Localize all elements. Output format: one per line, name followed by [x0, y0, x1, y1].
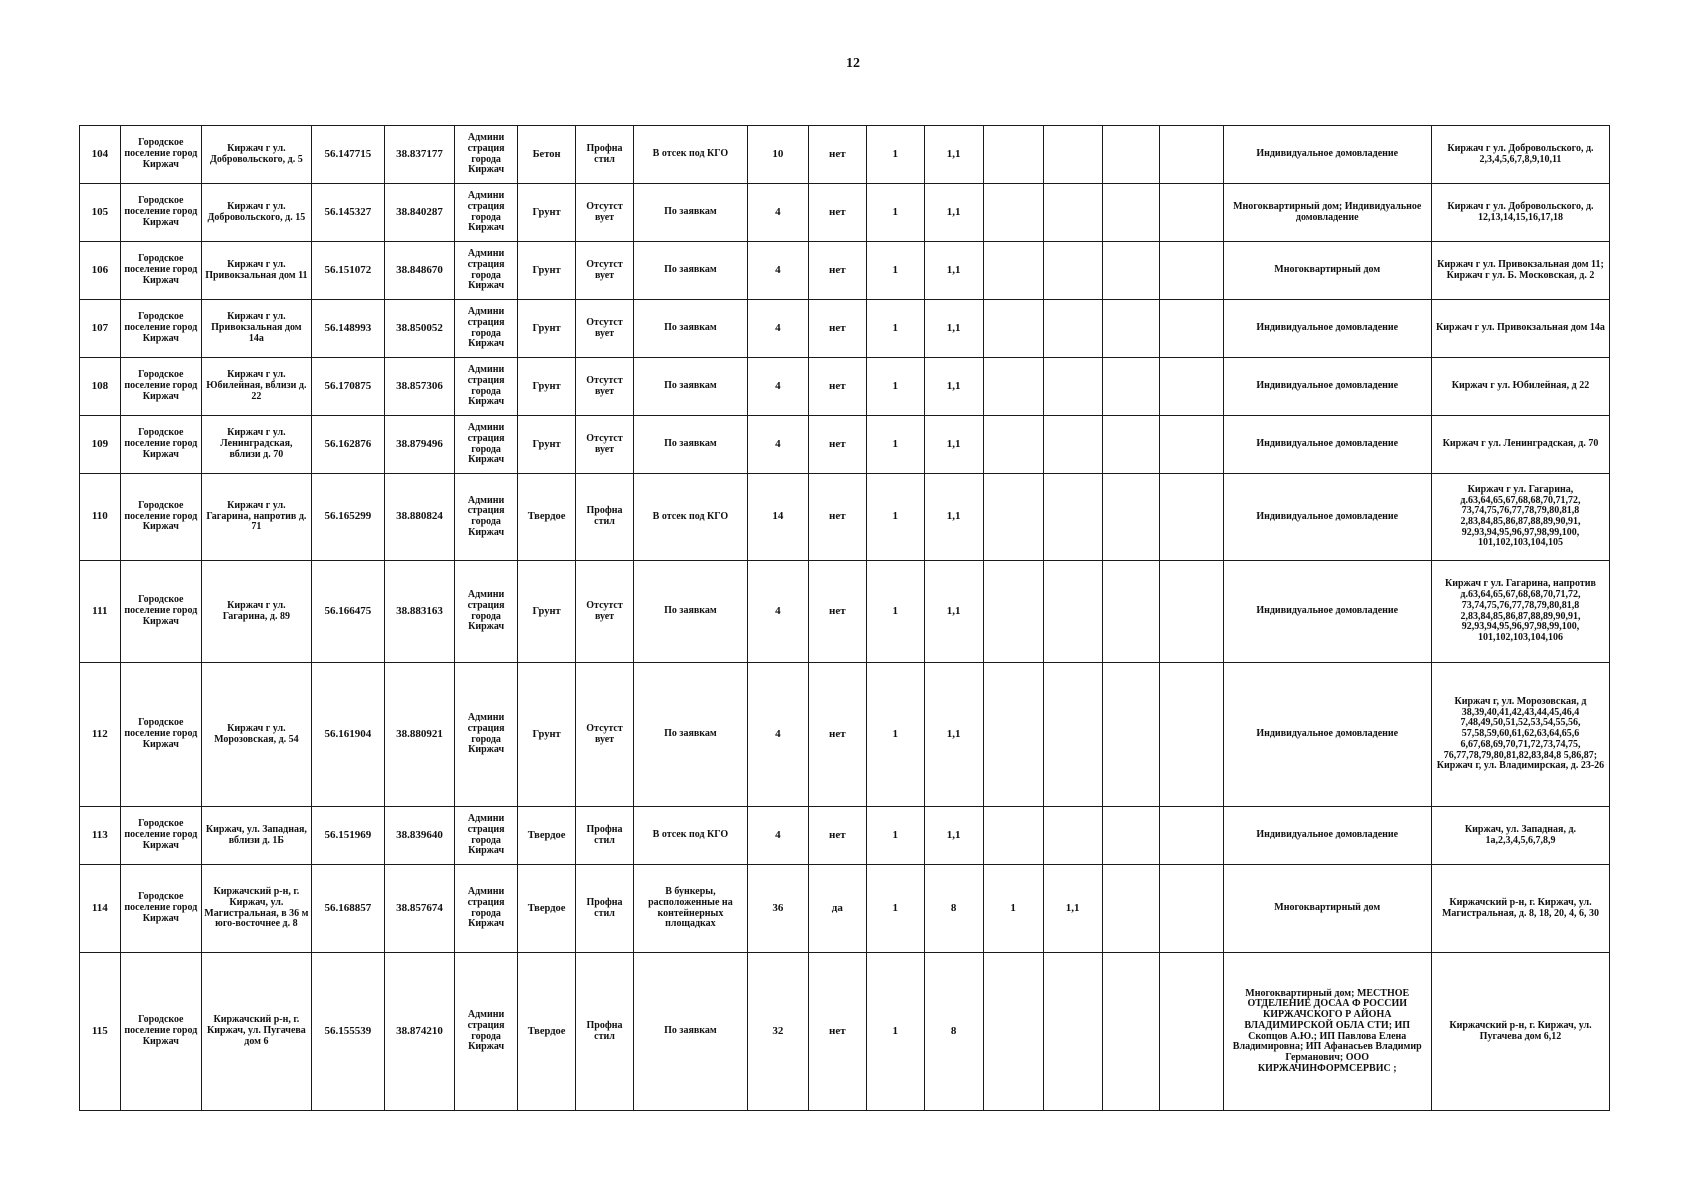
address-cell: Киржач г ул. Привокзальная дом 14а	[201, 300, 311, 358]
address-cell: Киржачский р-н, г. Киржач, ул. Магистральная, в 36 м юго-восточнее д. 8	[201, 865, 311, 953]
settlement-cell: Городское поселение город Киржач	[120, 300, 201, 358]
table-row	[80, 953, 1610, 1111]
container-volume-cell: 1,1	[924, 358, 983, 416]
collection-method-cell: По заявкам	[633, 663, 747, 807]
longitude-cell: 38.857306	[384, 358, 454, 416]
settlement-cell: Городское поселение город Киржач	[120, 358, 201, 416]
table-row	[80, 807, 1610, 865]
extra-volume-cell	[1159, 474, 1223, 561]
extra-volume-cell	[1159, 358, 1223, 416]
canopy-cell: нет	[808, 300, 866, 358]
settlement-cell: Городское поселение город Киржач	[120, 242, 201, 300]
base-cell: Отсутст вует	[576, 358, 634, 416]
collection-method-cell: По заявкам	[633, 416, 747, 474]
container-count-cell: 1	[866, 242, 924, 300]
base-cell: Отсутст вует	[576, 184, 634, 242]
base-cell: Отсутст вует	[576, 561, 634, 663]
container-count-cell: 1	[866, 358, 924, 416]
row-number: 106	[80, 242, 121, 300]
bunker-count-cell	[983, 300, 1043, 358]
extra-count-cell	[1102, 416, 1159, 474]
owner-cell: Админи страция города Киржач	[455, 474, 518, 561]
waste-source-cell: Индивидуальное домовладение	[1223, 663, 1431, 807]
settlement-cell: Городское поселение город Киржач	[120, 474, 201, 561]
surface-cell: Твердое	[518, 474, 576, 561]
container-volume-cell: 1,1	[924, 300, 983, 358]
owner-cell: Админи страция города Киржач	[455, 242, 518, 300]
extra-volume-cell	[1159, 663, 1223, 807]
row-number: 112	[80, 663, 121, 807]
row-number: 107	[80, 300, 121, 358]
address-cell: Киржач г ул. Гагарина, напротив д. 71	[201, 474, 311, 561]
surface-cell: Грунт	[518, 184, 576, 242]
canopy-cell: нет	[808, 953, 866, 1111]
base-cell: Профна стил	[576, 953, 634, 1111]
longitude-cell: 38.857674	[384, 865, 454, 953]
latitude-cell: 56.148993	[311, 300, 384, 358]
waste-source-cell: Многоквартирный дом; МЕСТНОЕ ОТДЕЛЕНИЕ ДОСАА Ф РОССИИ КИРЖАЧСКОГО Р АЙОНА ВЛАДИМИРСКОЙ ОБЛА СТИ; ИП Скопцов А.Ю.; ИП Павлова Елена Владимировна; ИП Афанасьев Владимир Германович; ООО КИРЖАЧИНФОРМСЕРВИС ;	[1223, 953, 1431, 1111]
bunker-count-cell	[983, 184, 1043, 242]
container-volume-cell: 1,1	[924, 807, 983, 865]
collection-method-cell: По заявкам	[633, 358, 747, 416]
row-number: 104	[80, 126, 121, 184]
settlement-cell: Городское поселение город Киржач	[120, 184, 201, 242]
latitude-cell: 56.162876	[311, 416, 384, 474]
base-cell: Отсутст вует	[576, 300, 634, 358]
surface-cell: Грунт	[518, 416, 576, 474]
container-area-cell: 36	[747, 865, 808, 953]
settlement-cell: Городское поселение город Киржач	[120, 953, 201, 1111]
surface-cell: Бетон	[518, 126, 576, 184]
settlement-cell: Городское поселение город Киржач	[120, 807, 201, 865]
container-volume-cell: 1,1	[924, 474, 983, 561]
table-row	[80, 561, 1610, 663]
collection-method-cell: В отсек под КГО	[633, 474, 747, 561]
container-volume-cell: 8	[924, 865, 983, 953]
bunker-volume-cell	[1043, 474, 1102, 561]
container-count-cell: 1	[866, 561, 924, 663]
row-number: 111	[80, 561, 121, 663]
waste-source-cell: Многоквартирный дом	[1223, 865, 1431, 953]
owner-cell: Админи страция города Киржач	[455, 663, 518, 807]
owner-cell: Админи страция города Киржач	[455, 126, 518, 184]
container-count-cell: 1	[866, 474, 924, 561]
waste-source-cell: Многоквартирный дом	[1223, 242, 1431, 300]
latitude-cell: 56.145327	[311, 184, 384, 242]
row-number: 105	[80, 184, 121, 242]
served-addresses-cell: Киржачский р-н, г. Киржач, ул. Пугачева дом 6,12	[1431, 953, 1609, 1111]
surface-cell: Грунт	[518, 358, 576, 416]
row-number: 115	[80, 953, 121, 1111]
container-volume-cell: 1,1	[924, 663, 983, 807]
container-volume-cell: 1,1	[924, 126, 983, 184]
container-area-cell: 4	[747, 561, 808, 663]
address-cell: Киржач г ул. Добровольского, д. 15	[201, 184, 311, 242]
collection-method-cell: В бункеры, расположенные на контейнерных площадках	[633, 865, 747, 953]
extra-count-cell	[1102, 300, 1159, 358]
longitude-cell: 38.840287	[384, 184, 454, 242]
extra-count-cell	[1102, 358, 1159, 416]
table-row	[80, 416, 1610, 474]
surface-cell: Твердое	[518, 953, 576, 1111]
served-addresses-cell: Киржач, ул. Западная, д. 1а,2,3,4,5,6,7,8,9	[1431, 807, 1609, 865]
address-cell: Киржач г ул. Юбилейная, вблизи д. 22	[201, 358, 311, 416]
served-addresses-cell: Киржач г ул. Ленинградская, д. 70	[1431, 416, 1609, 474]
canopy-cell: нет	[808, 126, 866, 184]
extra-count-cell	[1102, 807, 1159, 865]
container-volume-cell: 1,1	[924, 416, 983, 474]
owner-cell: Админи страция города Киржач	[455, 416, 518, 474]
surface-cell: Твердое	[518, 807, 576, 865]
settlement-cell: Городское поселение город Киржач	[120, 561, 201, 663]
canopy-cell: нет	[808, 663, 866, 807]
bunker-volume-cell	[1043, 184, 1102, 242]
surface-cell: Грунт	[518, 561, 576, 663]
address-cell: Киржач г ул. Гагарина, д. 89	[201, 561, 311, 663]
collection-method-cell: В отсек под КГО	[633, 126, 747, 184]
extra-count-cell	[1102, 953, 1159, 1111]
surface-cell: Грунт	[518, 663, 576, 807]
collection-method-cell: По заявкам	[633, 953, 747, 1111]
container-area-cell: 4	[747, 300, 808, 358]
table-row	[80, 126, 1610, 184]
served-addresses-cell: Киржач г ул. Добровольского, д. 12,13,14,15,16,17,18	[1431, 184, 1609, 242]
table-row	[80, 300, 1610, 358]
bunker-volume-cell	[1043, 300, 1102, 358]
container-count-cell: 1	[866, 953, 924, 1111]
bunker-volume-cell	[1043, 807, 1102, 865]
longitude-cell: 38.848670	[384, 242, 454, 300]
container-count-cell: 1	[866, 300, 924, 358]
address-cell: Киржач г ул. Добровольского, д. 5	[201, 126, 311, 184]
served-addresses-cell: Киржач г ул. Гагарина, напротив д.63,64,65,67,68,68,70,71,72, 73,74,75,76,77,78,79,80,81,8 2,83,84,85,86,87,88,89,90,91, 92,93,94,95,96,97,98,99,100, 101,102,103,104,106	[1431, 561, 1609, 663]
waste-source-cell: Многоквартирный дом; Индивидуальное домовладение	[1223, 184, 1431, 242]
base-cell: Профна стил	[576, 807, 634, 865]
longitude-cell: 38.880921	[384, 663, 454, 807]
latitude-cell: 56.151072	[311, 242, 384, 300]
latitude-cell: 56.147715	[311, 126, 384, 184]
extra-volume-cell	[1159, 416, 1223, 474]
extra-count-cell	[1102, 242, 1159, 300]
extra-count-cell	[1102, 865, 1159, 953]
extra-volume-cell	[1159, 184, 1223, 242]
canopy-cell: нет	[808, 242, 866, 300]
address-cell: Киржач г ул. Ленинградская, вблизи д. 70	[201, 416, 311, 474]
served-addresses-cell: Киржач г ул. Привокзальная дом 11; Киржач г ул. Б. Московская, д. 2	[1431, 242, 1609, 300]
container-area-cell: 4	[747, 358, 808, 416]
surface-cell: Грунт	[518, 242, 576, 300]
canopy-cell: да	[808, 865, 866, 953]
settlement-cell: Городское поселение город Киржач	[120, 126, 201, 184]
waste-source-cell: Индивидуальное домовладение	[1223, 474, 1431, 561]
latitude-cell: 56.165299	[311, 474, 384, 561]
canopy-cell: нет	[808, 807, 866, 865]
latitude-cell: 56.168857	[311, 865, 384, 953]
bunker-count-cell: 1	[983, 865, 1043, 953]
collection-method-cell: По заявкам	[633, 242, 747, 300]
bunker-count-cell	[983, 242, 1043, 300]
container-area-cell: 4	[747, 416, 808, 474]
collection-method-cell: По заявкам	[633, 300, 747, 358]
waste-source-cell: Индивидуальное домовладение	[1223, 300, 1431, 358]
container-area-cell: 4	[747, 242, 808, 300]
owner-cell: Админи страция города Киржач	[455, 358, 518, 416]
table-row	[80, 663, 1610, 807]
bunker-count-cell	[983, 474, 1043, 561]
bunker-volume-cell	[1043, 953, 1102, 1111]
container-area-cell: 32	[747, 953, 808, 1111]
canopy-cell: нет	[808, 358, 866, 416]
container-area-cell: 14	[747, 474, 808, 561]
base-cell: Профна стил	[576, 474, 634, 561]
container-count-cell: 1	[866, 807, 924, 865]
canopy-cell: нет	[808, 184, 866, 242]
bunker-count-cell	[983, 953, 1043, 1111]
container-area-cell: 10	[747, 126, 808, 184]
latitude-cell: 56.170875	[311, 358, 384, 416]
row-number: 114	[80, 865, 121, 953]
container-area-cell: 4	[747, 807, 808, 865]
served-addresses-cell: Киржач г ул. Добровольского, д. 2,3,4,5,6,7,8,9,10,11	[1431, 126, 1609, 184]
extra-count-cell	[1102, 663, 1159, 807]
extra-volume-cell	[1159, 126, 1223, 184]
base-cell: Отсутст вует	[576, 416, 634, 474]
waste-sites-table	[79, 125, 1610, 1111]
longitude-cell: 38.879496	[384, 416, 454, 474]
extra-volume-cell	[1159, 242, 1223, 300]
settlement-cell: Городское поселение город Киржач	[120, 663, 201, 807]
page-number: 12	[846, 56, 860, 71]
base-cell: Профна стил	[576, 865, 634, 953]
row-number: 110	[80, 474, 121, 561]
bunker-volume-cell	[1043, 242, 1102, 300]
container-area-cell: 4	[747, 184, 808, 242]
owner-cell: Админи страция города Киржач	[455, 865, 518, 953]
row-number: 109	[80, 416, 121, 474]
extra-volume-cell	[1159, 865, 1223, 953]
longitude-cell: 38.880824	[384, 474, 454, 561]
waste-source-cell: Индивидуальное домовладение	[1223, 561, 1431, 663]
table-row	[80, 242, 1610, 300]
waste-source-cell: Индивидуальное домовладение	[1223, 358, 1431, 416]
owner-cell: Админи страция города Киржач	[455, 561, 518, 663]
latitude-cell: 56.155539	[311, 953, 384, 1111]
served-addresses-cell: Киржач г, ул. Морозовская, д 38,39,40,41,42,43,44,45,46,4 7,48,49,50,51,52,53,54,55,56, 57,58,59,60,61,62,63,64,65,6 6,67,68,69,70,71,72,73,74,75, 76,77,78,79,80,81,82,83,84,8 5,86,87; Киржач г, ул. Владимирская, д. 23-26	[1431, 663, 1609, 807]
owner-cell: Админи страция города Киржач	[455, 953, 518, 1111]
collection-method-cell: В отсек под КГО	[633, 807, 747, 865]
bunker-volume-cell	[1043, 358, 1102, 416]
latitude-cell: 56.151969	[311, 807, 384, 865]
canopy-cell: нет	[808, 416, 866, 474]
owner-cell: Админи страция города Киржач	[455, 184, 518, 242]
extra-volume-cell	[1159, 807, 1223, 865]
served-addresses-cell: Киржач г ул. Гагарина, д.63,64,65,67,68,68,70,71,72, 73,74,75,76,77,78,79,80,81,8 2,83,84,85,86,87,88,89,90,91, 92,93,94,95,96,97,98,99,100, 101,102,103,104,105	[1431, 474, 1609, 561]
container-count-cell: 1	[866, 184, 924, 242]
base-cell: Отсутст вует	[576, 663, 634, 807]
bunker-count-cell	[983, 358, 1043, 416]
bunker-volume-cell	[1043, 663, 1102, 807]
surface-cell: Грунт	[518, 300, 576, 358]
address-cell: Киржач г ул. Привокзальная дом 11	[201, 242, 311, 300]
waste-source-cell: Индивидуальное домовладение	[1223, 807, 1431, 865]
owner-cell: Админи страция города Киржач	[455, 807, 518, 865]
container-count-cell: 1	[866, 126, 924, 184]
container-volume-cell: 1,1	[924, 242, 983, 300]
table-row	[80, 865, 1610, 953]
bunker-count-cell	[983, 416, 1043, 474]
longitude-cell: 38.883163	[384, 561, 454, 663]
latitude-cell: 56.161904	[311, 663, 384, 807]
container-volume-cell: 8	[924, 953, 983, 1111]
bunker-volume-cell: 1,1	[1043, 865, 1102, 953]
container-count-cell: 1	[866, 416, 924, 474]
table-row	[80, 358, 1610, 416]
bunker-count-cell	[983, 807, 1043, 865]
canopy-cell: нет	[808, 561, 866, 663]
base-cell: Профна стил	[576, 126, 634, 184]
longitude-cell: 38.850052	[384, 300, 454, 358]
base-cell: Отсутст вует	[576, 242, 634, 300]
served-addresses-cell: Киржачский р-н, г. Киржач, ул. Магистральная, д. 8, 18, 20, 4, 6, 30	[1431, 865, 1609, 953]
settlement-cell: Городское поселение город Киржач	[120, 865, 201, 953]
bunker-volume-cell	[1043, 126, 1102, 184]
bunker-count-cell	[983, 126, 1043, 184]
address-cell: Киржач г ул. Морозовская, д. 54	[201, 663, 311, 807]
extra-count-cell	[1102, 126, 1159, 184]
row-number: 108	[80, 358, 121, 416]
longitude-cell: 38.839640	[384, 807, 454, 865]
container-count-cell: 1	[866, 865, 924, 953]
collection-method-cell: По заявкам	[633, 184, 747, 242]
container-area-cell: 4	[747, 663, 808, 807]
owner-cell: Админи страция города Киржач	[455, 300, 518, 358]
collection-method-cell: По заявкам	[633, 561, 747, 663]
settlement-cell: Городское поселение город Киржач	[120, 416, 201, 474]
extra-volume-cell	[1159, 561, 1223, 663]
extra-count-cell	[1102, 474, 1159, 561]
container-volume-cell: 1,1	[924, 184, 983, 242]
waste-source-cell: Индивидуальное домовладение	[1223, 416, 1431, 474]
latitude-cell: 56.166475	[311, 561, 384, 663]
bunker-volume-cell	[1043, 561, 1102, 663]
canopy-cell: нет	[808, 474, 866, 561]
container-volume-cell: 1,1	[924, 561, 983, 663]
served-addresses-cell: Киржач г ул. Привокзальная дом 14а	[1431, 300, 1609, 358]
bunker-count-cell	[983, 663, 1043, 807]
table-row	[80, 184, 1610, 242]
longitude-cell: 38.837177	[384, 126, 454, 184]
address-cell: Киржачский р-н, г. Киржач, ул. Пугачева дом 6	[201, 953, 311, 1111]
served-addresses-cell: Киржач г ул. Юбилейная, д 22	[1431, 358, 1609, 416]
bunker-volume-cell	[1043, 416, 1102, 474]
row-number: 113	[80, 807, 121, 865]
extra-volume-cell	[1159, 300, 1223, 358]
table-row	[80, 474, 1610, 561]
longitude-cell: 38.874210	[384, 953, 454, 1111]
extra-count-cell	[1102, 184, 1159, 242]
address-cell: Киржач, ул. Западная, вблизи д. 1Б	[201, 807, 311, 865]
container-count-cell: 1	[866, 663, 924, 807]
waste-source-cell: Индивидуальное домовладение	[1223, 126, 1431, 184]
extra-count-cell	[1102, 561, 1159, 663]
bunker-count-cell	[983, 561, 1043, 663]
extra-volume-cell	[1159, 953, 1223, 1111]
surface-cell: Твердое	[518, 865, 576, 953]
